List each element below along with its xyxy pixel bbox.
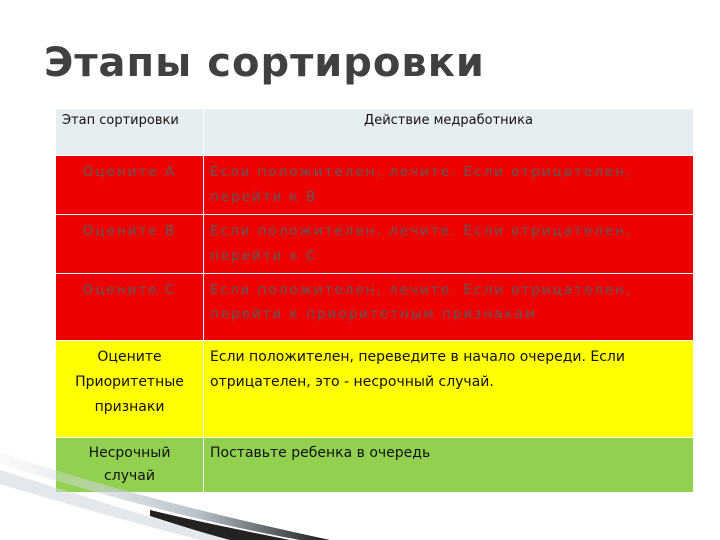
table-row [56,156,694,215]
stage-cell: Оцените С [56,274,204,341]
decorative-swoosh [0,440,340,540]
action-cell: Если положителен, лечите. Если отрицателен, перейти к В [204,156,694,215]
action-cell: Поставьте ребенка в очередь [204,438,694,493]
stage-cell: Оцените А [56,156,204,215]
stage-cell: Оцените В [56,215,204,274]
triage-table [55,108,694,493]
slide-title: Этапы сортировки [44,40,485,86]
table-row [56,215,694,274]
action-cell: Если положителен, переведите в начало очереди. Если отрицателен, это - несрочный случай. [204,341,694,438]
table-header-row [56,109,694,156]
action-cell: Если положителен, лечите. Если отрицателен, перейти к приоритетным признакам [204,274,694,341]
header-action: Действие медработника [204,109,694,156]
table-row [56,274,694,341]
stage-cell: Оцените Приоритетные признаки [56,341,204,438]
action-cell: Если положителен, лечите. Если отрицателен, перейти к С [204,215,694,274]
stage-cell: Несрочный случай [56,438,204,493]
table-row [56,341,694,438]
header-stage: Этап сортировки [56,109,204,156]
